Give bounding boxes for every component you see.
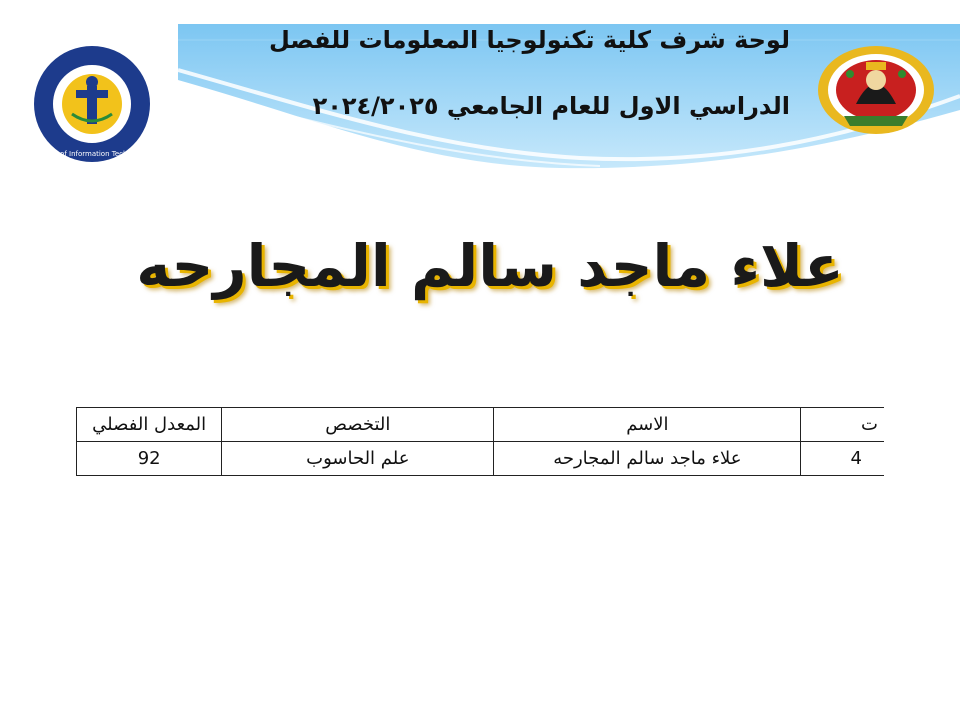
table-header-row bbox=[77, 408, 885, 442]
column-header-seq: ت bbox=[801, 408, 884, 442]
column-header-name: الاسم bbox=[494, 408, 801, 442]
cell-major: علم الحاسوب bbox=[222, 442, 494, 476]
column-header-major: التخصص bbox=[222, 408, 494, 442]
page-title-line1: لوحة شرف كلية تكنولوجيا المعلومات للفصل bbox=[268, 26, 790, 54]
faculty-logo-caption: Faculty of Information Technology bbox=[33, 150, 151, 158]
cell-seq: 4 bbox=[801, 442, 884, 476]
student-name-heading: علاء ماجد سالم المجارحه bbox=[136, 232, 844, 300]
cell-gpa: 92 bbox=[77, 442, 222, 476]
faculty-logo bbox=[32, 44, 152, 164]
cell-name: علاء ماجد سالم المجارحه bbox=[494, 442, 801, 476]
page-title-line2: الدراسي الاول للعام الجامعي ٢٠٢٤/٢٠٢٥ bbox=[312, 92, 790, 120]
table-row bbox=[77, 442, 885, 476]
column-header-gpa: المعدل الفصلي bbox=[77, 408, 222, 442]
honors-table bbox=[76, 407, 884, 476]
university-logo bbox=[814, 44, 938, 136]
